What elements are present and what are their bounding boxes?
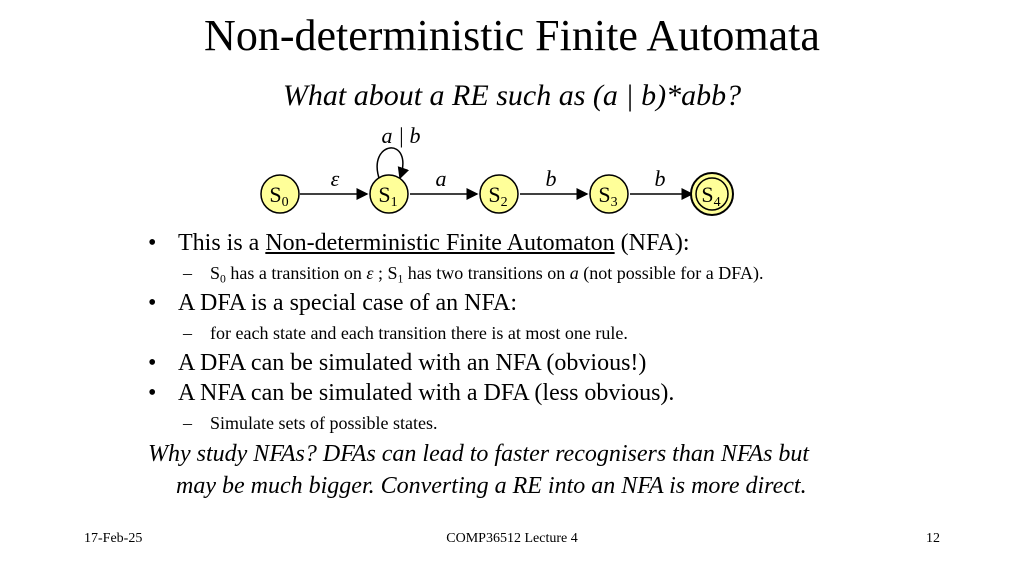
subscript: 1: [397, 272, 404, 286]
why-line-1: Why study NFAs? DFAs can lead to faster recognisers than NFAs but: [148, 441, 810, 467]
sub-text: S: [210, 263, 221, 283]
bullet-text: A DFA is a special case of an NFA:: [178, 290, 518, 316]
state-subscript: 0: [281, 195, 289, 210]
subscript: 0: [220, 272, 226, 286]
bullet-item: [148, 348, 1008, 378]
bullet-text: (NFA):: [614, 230, 690, 256]
state-label: S: [488, 182, 501, 207]
symbol-a: a: [569, 263, 579, 283]
dash-glyph: –: [183, 413, 192, 433]
state-subscript: 2: [500, 195, 508, 210]
sub-text: (not possible for a DFA).: [578, 263, 764, 283]
bullet-glyph: •: [148, 380, 157, 406]
state-s1: [370, 175, 408, 213]
bullet-item: [148, 288, 1008, 318]
epsilon-symbol: ε: [366, 263, 374, 283]
transition-label-1: a: [435, 166, 447, 191]
state-subscript: 3: [610, 195, 618, 210]
sub-text: for each state and each transition there is at most one rule.: [210, 323, 628, 343]
bullet-text: This is a: [178, 230, 266, 256]
state-s0: [261, 175, 299, 213]
bullet-item: [148, 228, 1008, 258]
sub-text: has two transitions on: [403, 263, 570, 283]
bullet-item: [148, 378, 1008, 408]
transition-label-2: b: [545, 166, 557, 191]
footer-date: 17-Feb-25: [84, 531, 143, 546]
self-loop-label: a | b: [381, 123, 421, 148]
bullet-glyph: •: [148, 290, 157, 316]
sub-bullet-item: [148, 258, 1008, 288]
nfa-term: Non-deterministic Finite Automaton: [265, 230, 615, 256]
why-line-2: may be much bigger. Converting a RE into an NFA is more direct.: [176, 473, 807, 499]
bullet-list: [148, 228, 1008, 438]
nfa-diagram: [0, 0, 1024, 230]
dash-glyph: –: [183, 323, 192, 343]
bullet-text: A DFA can be simulated with an NFA (obvious!): [178, 350, 647, 376]
sub-bullet-item: [148, 318, 1008, 348]
sub-text: has a transition on: [225, 263, 367, 283]
state-label: S: [378, 182, 391, 207]
dash-glyph: –: [183, 263, 192, 283]
sub-text: ; S: [373, 263, 398, 283]
bullet-glyph: •: [148, 350, 157, 376]
state-label: S: [269, 182, 282, 207]
footer-course: COMP36512 Lecture 4: [446, 531, 578, 546]
slide-subtitle: What about a RE such as (a | b)*abb?: [282, 79, 742, 112]
state-s3: [590, 175, 628, 213]
bullet-glyph: •: [148, 230, 157, 256]
state-s4-accepting: [691, 173, 733, 215]
state-subscript: 4: [713, 195, 721, 210]
transition-label-0: ε: [330, 166, 340, 191]
footer-page-number: 12: [926, 531, 940, 546]
state-label: S: [701, 182, 714, 207]
transition-label-3: b: [654, 166, 666, 191]
bullet-text: A NFA can be simulated with a DFA (less obvious).: [178, 380, 675, 406]
sub-text: Simulate sets of possible states.: [210, 413, 438, 433]
why-note: [148, 438, 908, 502]
sub-bullet-item: [148, 408, 1008, 438]
state-s2: [480, 175, 518, 213]
slide-title: Non-deterministic Finite Automata: [204, 11, 820, 60]
state-subscript: 1: [390, 195, 398, 210]
state-label: S: [598, 182, 611, 207]
